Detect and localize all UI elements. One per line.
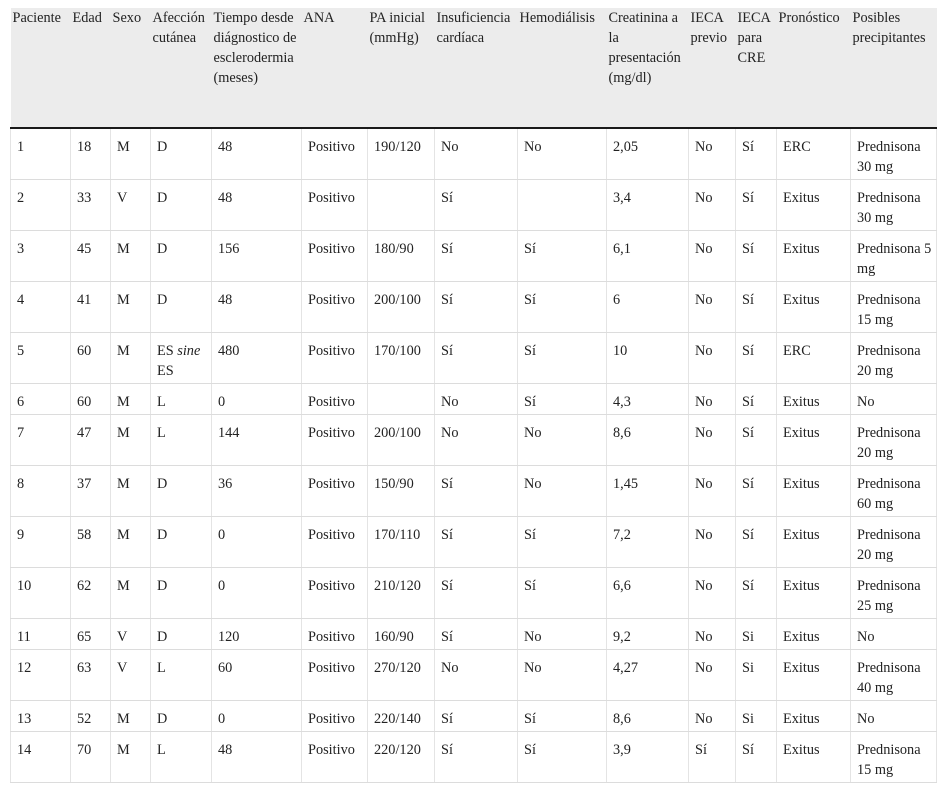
cell-tiempo: 0 bbox=[212, 568, 302, 619]
cell-pronostico: Exitus bbox=[777, 231, 851, 282]
cell-pa: 150/90 bbox=[368, 466, 435, 517]
cell-pronostico: Exitus bbox=[777, 568, 851, 619]
cell-paciente: 2 bbox=[11, 180, 71, 231]
cell-afeccion: D bbox=[151, 466, 212, 517]
cell-edad: 18 bbox=[71, 128, 111, 180]
cell-ieca-cre: Sí bbox=[736, 568, 777, 619]
header-ana: ANA bbox=[302, 8, 368, 128]
cell-tiempo: 0 bbox=[212, 384, 302, 415]
cell-creatinina: 3,4 bbox=[607, 180, 689, 231]
cell-precipitantes: Prednisona 30 mg bbox=[851, 128, 937, 180]
cell-ic: Sí bbox=[435, 517, 518, 568]
header-creatinina: Creatinina a la presentación (mg/dl) bbox=[607, 8, 689, 128]
cell-creatinina: 4,3 bbox=[607, 384, 689, 415]
cell-ieca-cre: Sí bbox=[736, 384, 777, 415]
table-header bbox=[11, 8, 937, 128]
cell-tiempo: 480 bbox=[212, 333, 302, 384]
cell-ieca-previo: No bbox=[689, 415, 736, 466]
cell-ieca-previo: No bbox=[689, 619, 736, 650]
cell-ieca-previo: No bbox=[689, 231, 736, 282]
cell-precipitantes: No bbox=[851, 619, 937, 650]
cell-creatinina: 3,9 bbox=[607, 732, 689, 783]
cell-creatinina: 9,2 bbox=[607, 619, 689, 650]
cell-pronostico: Exitus bbox=[777, 415, 851, 466]
cell-creatinina: 10 bbox=[607, 333, 689, 384]
table-row bbox=[11, 701, 937, 732]
cell-ic: Sí bbox=[435, 231, 518, 282]
cell-pa: 190/120 bbox=[368, 128, 435, 180]
cell-afeccion: D bbox=[151, 180, 212, 231]
cell-pronostico: Exitus bbox=[777, 466, 851, 517]
header-afeccion-cutanea: Afección cutánea bbox=[151, 8, 212, 128]
cell-edad: 45 bbox=[71, 231, 111, 282]
cell-ieca-previo: No bbox=[689, 128, 736, 180]
cell-ic: Sí bbox=[435, 701, 518, 732]
cell-pronostico: Exitus bbox=[777, 517, 851, 568]
cell-ana: Positivo bbox=[302, 619, 368, 650]
table-row bbox=[11, 619, 937, 650]
afeccion-part-b: sine bbox=[177, 343, 201, 359]
cell-sexo: M bbox=[111, 732, 151, 783]
cell-edad: 70 bbox=[71, 732, 111, 783]
header-tiempo-diagnostico: Tiempo desde diágnostico de esclerodermia (meses) bbox=[212, 8, 302, 128]
cell-sexo: M bbox=[111, 128, 151, 180]
cell-ic: No bbox=[435, 128, 518, 180]
cell-hd: Sí bbox=[518, 701, 607, 732]
cell-afeccion: D bbox=[151, 231, 212, 282]
cell-ieca-cre: Sí bbox=[736, 466, 777, 517]
cell-pa: 270/120 bbox=[368, 650, 435, 701]
cell-ic: Sí bbox=[435, 466, 518, 517]
header-pronostico: Pronóstico bbox=[777, 8, 851, 128]
cell-pa: 160/90 bbox=[368, 619, 435, 650]
cell-sexo: V bbox=[111, 619, 151, 650]
cell-ieca-cre: Sí bbox=[736, 333, 777, 384]
cell-tiempo: 48 bbox=[212, 128, 302, 180]
cell-paciente: 14 bbox=[11, 732, 71, 783]
table-row bbox=[11, 384, 937, 415]
cell-ana: Positivo bbox=[302, 732, 368, 783]
cell-hd: Sí bbox=[518, 568, 607, 619]
cell-ieca-cre: Si bbox=[736, 650, 777, 701]
cell-edad: 41 bbox=[71, 282, 111, 333]
cell-tiempo: 48 bbox=[212, 180, 302, 231]
cell-ieca-cre: Sí bbox=[736, 180, 777, 231]
cell-paciente: 10 bbox=[11, 568, 71, 619]
cell-pronostico: Exitus bbox=[777, 619, 851, 650]
cell-afeccion: L bbox=[151, 415, 212, 466]
cell-pa: 170/100 bbox=[368, 333, 435, 384]
table-row bbox=[11, 333, 937, 384]
cell-edad: 52 bbox=[71, 701, 111, 732]
cell-paciente: 9 bbox=[11, 517, 71, 568]
cell-ieca-previo: No bbox=[689, 568, 736, 619]
cell-ana: Positivo bbox=[302, 701, 368, 732]
table-row bbox=[11, 568, 937, 619]
cell-afeccion: D bbox=[151, 619, 212, 650]
cell-sexo: V bbox=[111, 180, 151, 231]
cell-ana: Positivo bbox=[302, 650, 368, 701]
cell-pa: 210/120 bbox=[368, 568, 435, 619]
cell-afeccion: L bbox=[151, 384, 212, 415]
cell-sexo: M bbox=[111, 282, 151, 333]
cell-creatinina: 6 bbox=[607, 282, 689, 333]
cell-ana: Positivo bbox=[302, 180, 368, 231]
table-row bbox=[11, 128, 937, 180]
header-insuficiencia-cardiaca: Insuficiencia cardíaca bbox=[435, 8, 518, 128]
cell-ieca-previo: No bbox=[689, 650, 736, 701]
cell-edad: 33 bbox=[71, 180, 111, 231]
cell-ic: Sí bbox=[435, 732, 518, 783]
cell-ieca-previo: No bbox=[689, 333, 736, 384]
cell-edad: 58 bbox=[71, 517, 111, 568]
cell-hd: Sí bbox=[518, 732, 607, 783]
cell-sexo: M bbox=[111, 415, 151, 466]
cell-ana: Positivo bbox=[302, 466, 368, 517]
cell-precipitantes: Prednisona 15 mg bbox=[851, 282, 937, 333]
cell-creatinina: 6,6 bbox=[607, 568, 689, 619]
cell-precipitantes: Prednisona 5 mg bbox=[851, 231, 937, 282]
cell-paciente: 8 bbox=[11, 466, 71, 517]
cell-tiempo: 36 bbox=[212, 466, 302, 517]
table-row bbox=[11, 415, 937, 466]
cell-pa bbox=[368, 180, 435, 231]
cell-ieca-cre: Sí bbox=[736, 415, 777, 466]
cell-pronostico: Exitus bbox=[777, 701, 851, 732]
cell-ana: Positivo bbox=[302, 415, 368, 466]
cell-pronostico: ERC bbox=[777, 128, 851, 180]
cell-afeccion: D bbox=[151, 701, 212, 732]
cell-afeccion: D bbox=[151, 517, 212, 568]
cell-ana: Positivo bbox=[302, 384, 368, 415]
cell-edad: 63 bbox=[71, 650, 111, 701]
cell-hd: Sí bbox=[518, 282, 607, 333]
header-precipitantes: Posibles precipitantes bbox=[851, 8, 937, 128]
cell-edad: 60 bbox=[71, 333, 111, 384]
cell-ana: Positivo bbox=[302, 128, 368, 180]
header-row bbox=[11, 8, 937, 128]
cell-afeccion: D bbox=[151, 282, 212, 333]
table-row bbox=[11, 517, 937, 568]
cell-ieca-cre: Sí bbox=[736, 128, 777, 180]
cell-hd: Sí bbox=[518, 231, 607, 282]
cell-hd: Sí bbox=[518, 333, 607, 384]
cell-pa: 200/100 bbox=[368, 415, 435, 466]
cell-hd: No bbox=[518, 415, 607, 466]
cell-sexo: M bbox=[111, 466, 151, 517]
cell-afeccion: L bbox=[151, 650, 212, 701]
cell-creatinina: 1,45 bbox=[607, 466, 689, 517]
cell-precipitantes: Prednisona 20 mg bbox=[851, 415, 937, 466]
cell-pa bbox=[368, 384, 435, 415]
cell-ieca-previo: No bbox=[689, 517, 736, 568]
cell-sexo: M bbox=[111, 384, 151, 415]
cell-ic: Sí bbox=[435, 568, 518, 619]
cell-ieca-previo: No bbox=[689, 466, 736, 517]
cell-pa: 170/110 bbox=[368, 517, 435, 568]
cell-pronostico: Exitus bbox=[777, 732, 851, 783]
table-row bbox=[11, 732, 937, 783]
table-row bbox=[11, 650, 937, 701]
cell-ana: Positivo bbox=[302, 517, 368, 568]
cell-sexo: M bbox=[111, 333, 151, 384]
cell-ieca-cre: Sí bbox=[736, 732, 777, 783]
cell-tiempo: 48 bbox=[212, 282, 302, 333]
afeccion-part-c: ES bbox=[157, 363, 174, 379]
cell-hd: No bbox=[518, 128, 607, 180]
cell-ana: Positivo bbox=[302, 568, 368, 619]
cell-ieca-cre: Sí bbox=[736, 517, 777, 568]
cell-paciente: 3 bbox=[11, 231, 71, 282]
cell-sexo: V bbox=[111, 650, 151, 701]
cell-precipitantes: Prednisona 15 mg bbox=[851, 732, 937, 783]
cell-afeccion bbox=[151, 333, 212, 384]
cell-ieca-cre: Sí bbox=[736, 282, 777, 333]
header-pa-inicial: PA inicial (mmHg) bbox=[368, 8, 435, 128]
cell-ic: Sí bbox=[435, 619, 518, 650]
cell-paciente: 6 bbox=[11, 384, 71, 415]
table-row bbox=[11, 282, 937, 333]
cell-afeccion: D bbox=[151, 568, 212, 619]
cell-paciente: 13 bbox=[11, 701, 71, 732]
table-row bbox=[11, 466, 937, 517]
table-row bbox=[11, 231, 937, 282]
cell-ieca-cre: Sí bbox=[736, 231, 777, 282]
cell-hd: Sí bbox=[518, 517, 607, 568]
cell-ic: No bbox=[435, 384, 518, 415]
cell-creatinina: 6,1 bbox=[607, 231, 689, 282]
cell-ana: Positivo bbox=[302, 231, 368, 282]
cell-pronostico: ERC bbox=[777, 333, 851, 384]
cell-tiempo: 0 bbox=[212, 517, 302, 568]
cell-precipitantes: Prednisona 60 mg bbox=[851, 466, 937, 517]
cell-pronostico: Exitus bbox=[777, 384, 851, 415]
header-hemodialisis: Hemodiálisis bbox=[518, 8, 607, 128]
cell-hd: No bbox=[518, 466, 607, 517]
cell-tiempo: 120 bbox=[212, 619, 302, 650]
cell-paciente: 4 bbox=[11, 282, 71, 333]
cell-ieca-cre: Si bbox=[736, 619, 777, 650]
cell-creatinina: 4,27 bbox=[607, 650, 689, 701]
cell-creatinina: 8,6 bbox=[607, 701, 689, 732]
cell-precipitantes: Prednisona 25 mg bbox=[851, 568, 937, 619]
cell-edad: 65 bbox=[71, 619, 111, 650]
header-paciente: Paciente bbox=[11, 8, 71, 128]
cell-paciente: 11 bbox=[11, 619, 71, 650]
cell-ieca-previo: Sí bbox=[689, 732, 736, 783]
cell-pa: 220/140 bbox=[368, 701, 435, 732]
cell-ic: No bbox=[435, 415, 518, 466]
cell-ieca-previo: No bbox=[689, 701, 736, 732]
cell-paciente: 7 bbox=[11, 415, 71, 466]
cell-edad: 47 bbox=[71, 415, 111, 466]
table-row bbox=[11, 180, 937, 231]
cell-pa: 220/120 bbox=[368, 732, 435, 783]
cell-tiempo: 156 bbox=[212, 231, 302, 282]
cell-precipitantes: Prednisona 20 mg bbox=[851, 517, 937, 568]
cell-ic: Sí bbox=[435, 333, 518, 384]
cell-pa: 180/90 bbox=[368, 231, 435, 282]
cell-hd: No bbox=[518, 650, 607, 701]
cell-pronostico: Exitus bbox=[777, 282, 851, 333]
cell-sexo: M bbox=[111, 517, 151, 568]
cell-precipitantes: Prednisona 20 mg bbox=[851, 333, 937, 384]
cell-creatinina: 2,05 bbox=[607, 128, 689, 180]
cell-hd bbox=[518, 180, 607, 231]
cell-precipitantes: No bbox=[851, 701, 937, 732]
cell-hd: Sí bbox=[518, 384, 607, 415]
cell-ic: Sí bbox=[435, 282, 518, 333]
cell-precipitantes: Prednisona 40 mg bbox=[851, 650, 937, 701]
header-ieca-cre: IECA para CRE bbox=[736, 8, 777, 128]
cell-precipitantes: Prednisona 30 mg bbox=[851, 180, 937, 231]
cell-tiempo: 0 bbox=[212, 701, 302, 732]
cell-ieca-cre: Si bbox=[736, 701, 777, 732]
cell-ieca-previo: No bbox=[689, 384, 736, 415]
cell-sexo: M bbox=[111, 231, 151, 282]
cell-tiempo: 48 bbox=[212, 732, 302, 783]
afeccion-part-a: ES bbox=[157, 343, 174, 359]
cell-edad: 37 bbox=[71, 466, 111, 517]
cell-creatinina: 7,2 bbox=[607, 517, 689, 568]
header-ieca-previo: IECA previo bbox=[689, 8, 736, 128]
cell-hd: No bbox=[518, 619, 607, 650]
cell-paciente: 12 bbox=[11, 650, 71, 701]
cell-paciente: 1 bbox=[11, 128, 71, 180]
cell-pronostico: Exitus bbox=[777, 650, 851, 701]
header-sexo: Sexo bbox=[111, 8, 151, 128]
cell-afeccion: L bbox=[151, 732, 212, 783]
cell-ic: Sí bbox=[435, 180, 518, 231]
header-edad: Edad bbox=[71, 8, 111, 128]
cell-ieca-previo: No bbox=[689, 180, 736, 231]
cell-ic: No bbox=[435, 650, 518, 701]
scre-patients-table bbox=[10, 8, 937, 783]
cell-pa: 200/100 bbox=[368, 282, 435, 333]
cell-sexo: M bbox=[111, 568, 151, 619]
cell-precipitantes: No bbox=[851, 384, 937, 415]
cell-pronostico: Exitus bbox=[777, 180, 851, 231]
cell-ana: Positivo bbox=[302, 333, 368, 384]
cell-ieca-previo: No bbox=[689, 282, 736, 333]
cell-tiempo: 144 bbox=[212, 415, 302, 466]
cell-afeccion: D bbox=[151, 128, 212, 180]
cell-edad: 62 bbox=[71, 568, 111, 619]
table-body bbox=[11, 128, 937, 783]
cell-ana: Positivo bbox=[302, 282, 368, 333]
cell-creatinina: 8,6 bbox=[607, 415, 689, 466]
cell-edad: 60 bbox=[71, 384, 111, 415]
cell-sexo: M bbox=[111, 701, 151, 732]
cell-paciente: 5 bbox=[11, 333, 71, 384]
cell-tiempo: 60 bbox=[212, 650, 302, 701]
